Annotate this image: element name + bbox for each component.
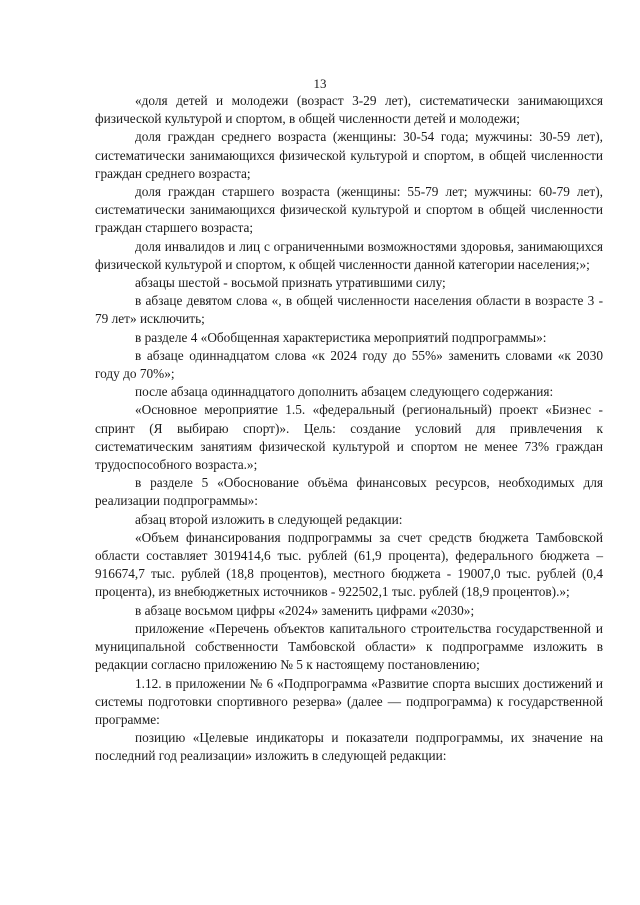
paragraph: 1.12. в приложении № 6 «Подпрограмма «Развитие спорта высших достижений и системы подготовки спортивного резерва» (далее — подпрограмма) к государственной программе: <box>95 675 603 727</box>
paragraph: приложение «Перечень объектов капитального строительства государственной и муниципальной собственности Тамбовской области» к подпрограмме изложить в редакции согласно приложению № 5 к настоящему постановлению; <box>95 620 603 673</box>
paragraph: позицию «Целевые индикаторы и показатели подпрограммы, их значение на последний год реализации» изложить в следующей редакции: <box>95 730 603 764</box>
document-body <box>95 92 603 766</box>
paragraph: в абзаце девятом слова «, в общей численности населения области в возрасте 3 - 79 лет» исключить; <box>95 293 603 327</box>
paragraph: «доля детей и молодежи (возраст 3-29 лет), систематически занимающихся физической культурой и спортом, в общей численности детей и молодежи; <box>95 93 603 127</box>
paragraph: в абзаце восьмом цифры «2024» заменить цифрами «2030»; <box>135 602 475 618</box>
paragraph: доля граждан среднего возраста (женщины: 30-54 года; мужчины: 30-59 лет), систематически занимающихся физической культурой и спортом, в общей численности граждан среднего возраста; <box>95 129 603 181</box>
page-number: 13 <box>313 76 327 91</box>
paragraph: после абзаца одиннадцатого дополнить абзацем следующего содержания: <box>135 384 554 400</box>
paragraph: в разделе 5 «Обоснование объёма финансовых ресурсов, необходимых для реализации подпрограммы»: <box>95 475 603 509</box>
paragraph: доля граждан старшего возраста (женщины: 55-79 лет; мужчины: 60-79 лет), систематически занимающихся физической культурой и спортом в общей численности граждан старшего возраста; <box>95 184 603 236</box>
paragraph: абзац второй изложить в следующей редакции: <box>135 511 403 527</box>
paragraph: «Объем финансирования подпрограммы за счет средств бюджета Тамбовской области составляет 3019414,6 тыс. рублей (61,9 процента), федерального бюджета – 916674,7 тыс. рублей (18,8 процентов), местного бюджета - 19007,0 тыс. рублей (0,4 процента), из внебюджетных источников - 922502,1 тыс. рублей (18,9 процентов).»; <box>95 529 603 600</box>
paragraph: «Основное мероприятие 1.5. «федеральный (региональный) проект «Бизнес - спринт (Я выбираю спорт)». Цель: создание условий для привлечения к систематическим занятиям физической культурой и спортом не менее 73% граждан трудоспособного возраста.»; <box>95 402 603 473</box>
paragraph: абзацы шестой - восьмой признать утратившими силу; <box>135 275 446 291</box>
paragraph: доля инвалидов и лиц с ограниченными возможностями здоровья, занимающихся физической культурой и спортом, к общей численности данной категории населения;»; <box>95 238 603 272</box>
paragraph: в абзаце одиннадцатом слова «к 2024 году до 55%» заменить словами «к 2030 году до 70%»; <box>95 347 603 382</box>
paragraph: в разделе 4 «Обобщенная характеристика мероприятий подпрограммы»: <box>135 329 547 345</box>
